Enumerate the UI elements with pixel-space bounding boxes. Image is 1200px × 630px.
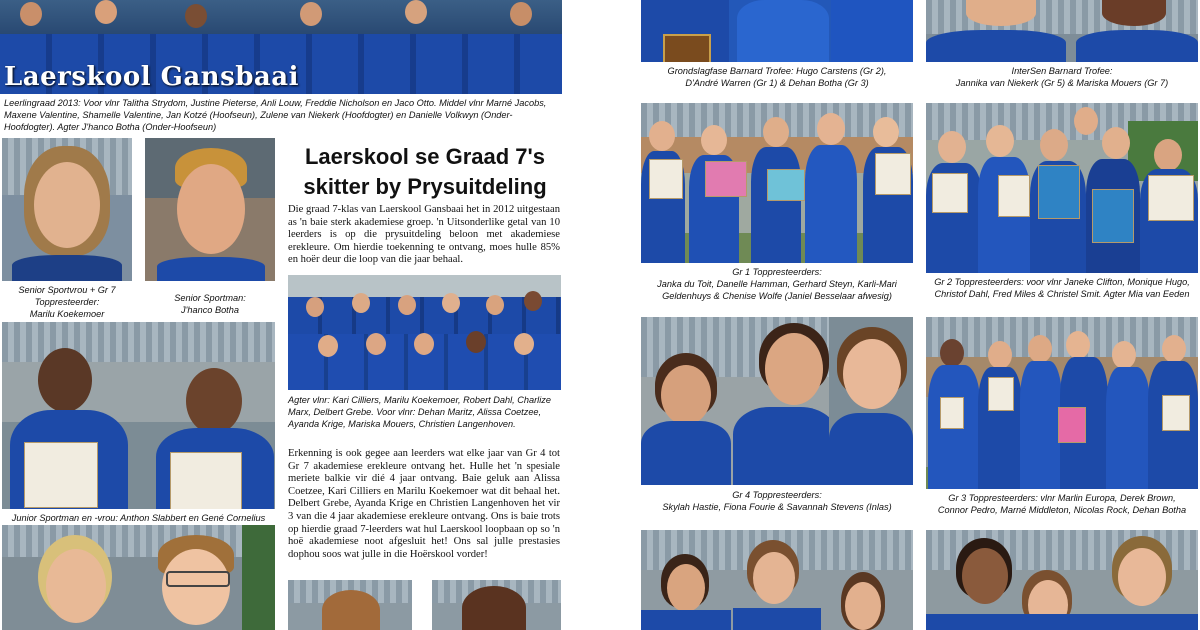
bottom-middle-photo-1 bbox=[288, 580, 412, 630]
sportman-caption-line2: J'hanco Botha bbox=[181, 305, 239, 315]
bottom-right-photo-1 bbox=[641, 530, 913, 630]
barnard-caption-line1: Grondslagfase Barnard Trofee: Hugo Carstens (Gr 2), bbox=[667, 66, 887, 76]
sportvrou-caption bbox=[2, 284, 132, 320]
barnard-trophy-photo bbox=[641, 0, 913, 62]
sportman-portrait bbox=[145, 138, 275, 281]
gr2-caption-line1: Gr 2 Toppresteerders: voor vlnr Janeke Clifton, Monique Hugo, bbox=[934, 277, 1190, 287]
sportvrou-caption-line2: Toppresteerder: bbox=[34, 297, 100, 307]
article-headline bbox=[290, 142, 560, 202]
gr1-caption-line2: Janka du Toit, Danelle Hamman, Gerhard Steyn, Karli-Mari bbox=[657, 279, 897, 289]
sportvrou-caption-line1: Senior Sportvrou + Gr 7 bbox=[18, 285, 116, 295]
barnard-caption bbox=[641, 65, 913, 89]
intersen-trophy-photo bbox=[926, 0, 1198, 62]
bottom-middle-photo-2 bbox=[432, 580, 561, 630]
headline-line1: Laerskool se Graad 7's bbox=[304, 144, 546, 169]
intersen-caption-line2: Jannika van Niekerk (Gr 5) & Mariska Mouers (Gr 7) bbox=[955, 78, 1169, 88]
gr2-toppresteerders-photo bbox=[926, 103, 1198, 273]
bottom-right-photo-2 bbox=[926, 530, 1198, 630]
sportman-caption-line1: Senior Sportman: bbox=[174, 293, 246, 303]
grade7-group-caption: Agter vlnr: Kari Cilliers, Marilu Koekemoer, Robert Dahl, Charlize Marx, Delbert Grebe. Voor vlnr: Dehan Maritz, Alissa Coetzee, Ayanda Krige, Mariska Mouers, Christien Langenhoven. bbox=[288, 395, 551, 429]
gr4-caption-line1: Gr 4 Toppresteerders: bbox=[732, 490, 822, 500]
gr1-caption bbox=[641, 266, 913, 302]
gr2-caption-line2: Christof Dahl, Fred Miles & Christel Smit. Agter Mia van Eeden bbox=[934, 289, 1190, 299]
grade7-group-photo bbox=[288, 275, 561, 390]
junior-caption: Junior Sportman en -vrou: Anthon Slabbert en Gené Cornelius bbox=[11, 513, 266, 523]
sportvrou-caption-line3: Marilu Koekemoer bbox=[29, 309, 105, 319]
gr3-toppresteerders-photo bbox=[926, 317, 1198, 489]
gr4-caption-line2: Skylah Hastie, Fiona Fourie & Savannah Stevens (Inlas) bbox=[662, 502, 892, 512]
sportvrou-portrait bbox=[2, 138, 132, 281]
article-paragraph-1: Die graad 7-klas van Laerskool Gansbaai het in 2012 uitgestaan as 'n baie sterk akademiese groep. 'n Uitsonderlike getal van 10 leerders is op die prysuitdeling beloon met akademiese erekleure. Om hierdie toekenning te ontvang, moes hulle 85% en hoër deur die loop van die jaar behaal. bbox=[288, 204, 560, 266]
page-gutter bbox=[570, 0, 630, 630]
gr1-caption-line1: Gr 1 Toppresteerders: bbox=[732, 267, 822, 277]
gr4-caption bbox=[641, 489, 913, 513]
bottom-left-photo bbox=[2, 525, 275, 630]
gr3-caption-line2: Connor Pedro, Marné Middleton, Nicolas Rock, Dehan Botha bbox=[937, 505, 1187, 515]
barnard-caption-line2: D'André Warren (Gr 1) & Dehan Botha (Gr 3) bbox=[685, 78, 869, 88]
article-paragraph-2: Erkenning is ook gegee aan leerders wat elke jaar van Gr 4 tot Gr 7 akademiese erekleure ontvang het. Hulle het 'n spesiale meriete balkie vir dié 4 jaar ontvang. Baie geluk aan Alissa Coetzee, Kari Cilliers en Marilu Koekemoer wat dit behaal het. Delbert Grebe, Ayanda Krige en Christien Langenhoven het vir 3 van die 4 jaar akademiese erekleure ontvang. Ons is baie trots op hierdie graad 7-leerders wat hul Laerskool loopbaan op so 'n hoë akademiese noot afgesluit het! Ons sal julle prestasies dophou soos wat julle in die Hoërskool vorder! bbox=[288, 448, 560, 560]
intersen-caption-line1: InterSen Barnard Trofee: bbox=[1011, 66, 1113, 76]
sportman-caption bbox=[145, 292, 275, 316]
gr3-caption-line1: Gr 3 Toppresteerders: vlnr Marlin Europa, Derek Brown, bbox=[948, 493, 1176, 503]
gr3-caption bbox=[926, 492, 1198, 516]
leerlingraad-caption: Leerlingraad 2013: Voor vlnr Talitha Strydom, Justine Pieterse, Anli Louw, Freddie Nicholson en Jaco Otto. Middel vlnr Marné Jacobs, Maxene Valentine, Shamelle Valentine, Jan Kotzé (Hoofseun), Zulene van Niekerk (Hoofdogter) en Danielle Volkwyn (Onder-Hoofdogter). Agter J'hanco Botha (Onder-Hoofseun) bbox=[4, 98, 547, 133]
gr1-caption-line3: Geldenhuys & Chenise Wolfe (Janiel Besselaar afwesig) bbox=[662, 291, 892, 301]
gr1-toppresteerders-photo bbox=[641, 103, 913, 263]
gr2-caption bbox=[926, 276, 1198, 300]
gr4-toppresteerders-photo bbox=[641, 317, 913, 485]
junior-sport-photo bbox=[2, 322, 275, 509]
banner-title: Laerskool Gansbaai bbox=[4, 62, 299, 92]
headline-line2: skitter by Prysuitdeling bbox=[303, 174, 547, 199]
intersen-caption bbox=[926, 65, 1198, 89]
